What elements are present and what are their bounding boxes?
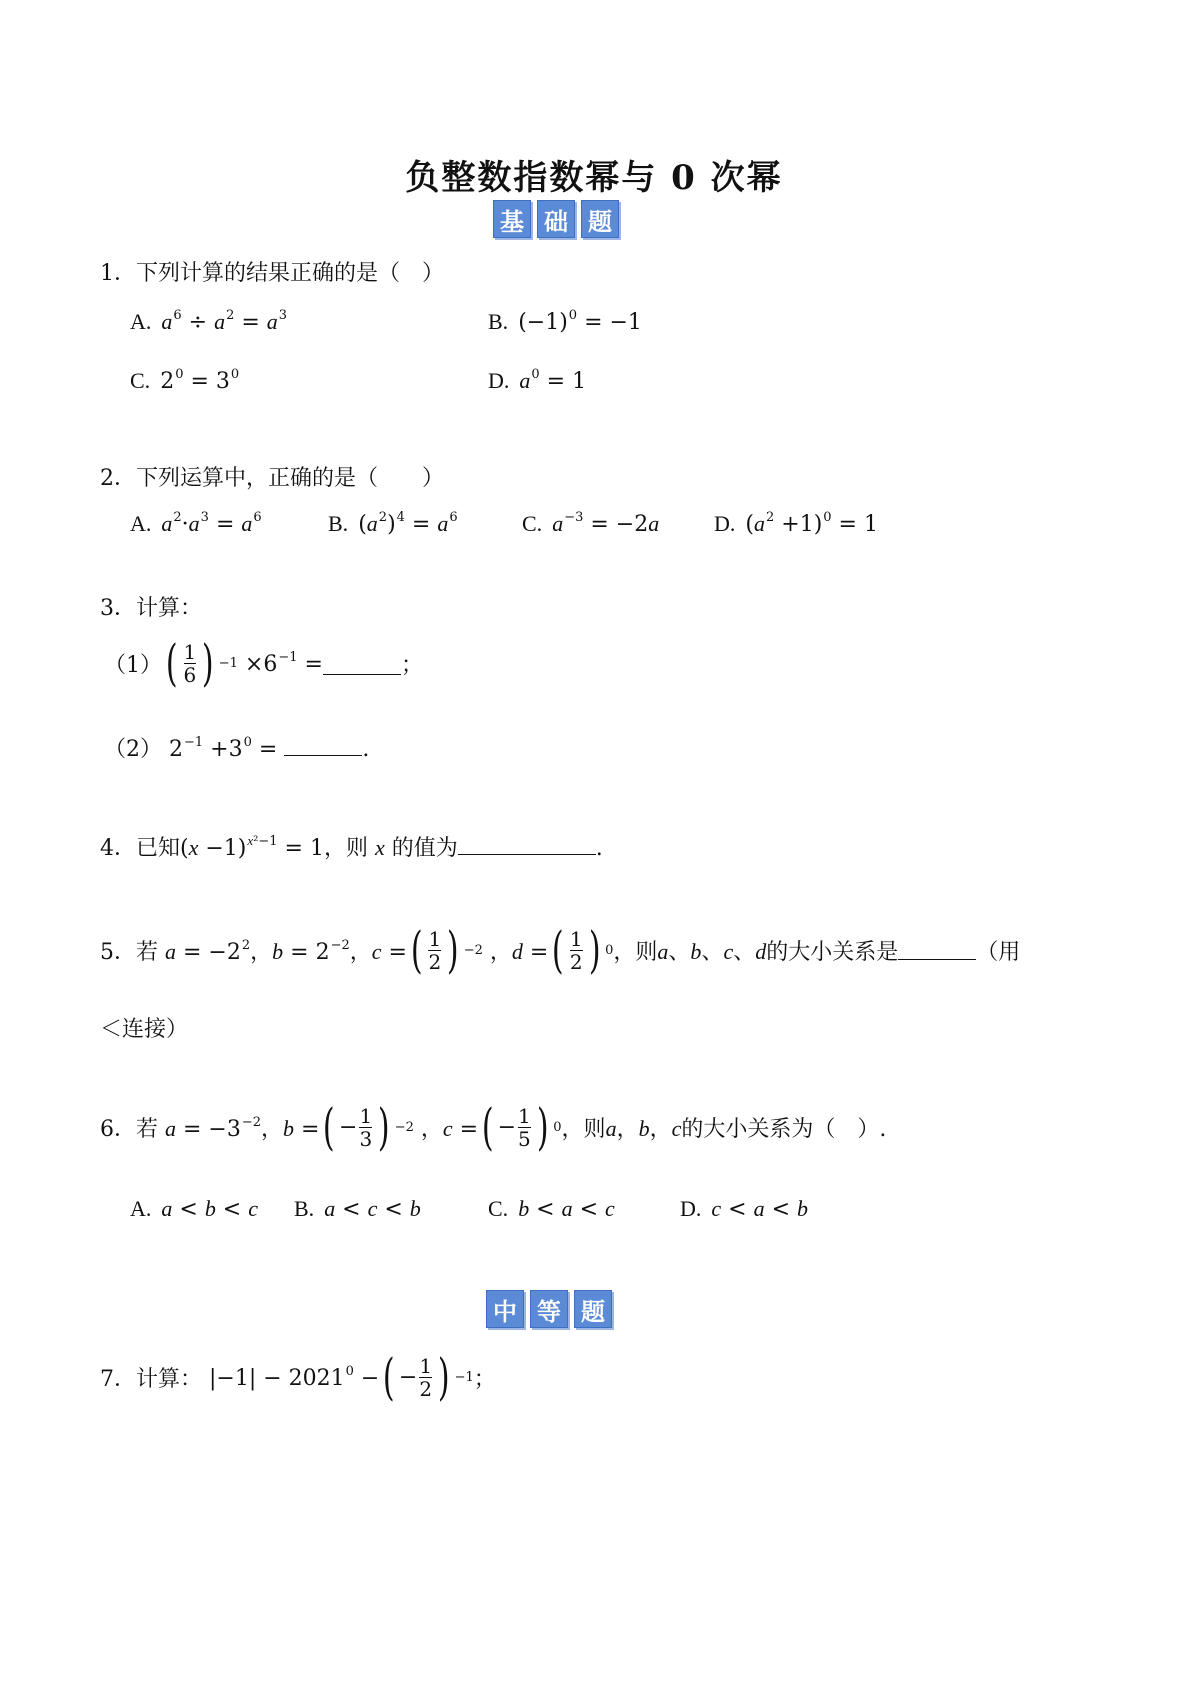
section-char: 等 — [530, 1290, 568, 1328]
q6-option-d: D. c < a < b — [680, 1196, 808, 1222]
q2-option-d: D. $(a^2 +1)^0 = 1$ — [714, 510, 878, 537]
q2-option-c: C. $a^{-3} = -2a$ — [522, 510, 660, 537]
q1-option-d: D. $a^0 = 1$ — [488, 367, 587, 394]
q7-stem: 7．计算： $|-1| - 2021^0$ − ( − $\frac{1}{2}$ ) −1 ； — [100, 1348, 496, 1406]
section-char: 题 — [581, 200, 619, 238]
q2-stem: 2．下列运算中，正确的是（ ） — [100, 466, 444, 491]
section-basic-header — [493, 200, 619, 238]
q1-stem: 1．下列计算的结果正确的是（ ） — [100, 261, 444, 286]
section-char: 础 — [537, 200, 575, 238]
q6-option-b: B. a < c < b — [294, 1196, 421, 1222]
section-char: 基 — [493, 200, 531, 238]
q5-line2: ＜连接） — [100, 1017, 189, 1042]
q1-option-c: C. $2^0 = 3^0$ — [130, 367, 240, 394]
section-char: 题 — [574, 1290, 612, 1328]
page-title: 负整数指数幂与 0 次幂 — [405, 158, 783, 198]
q4-stem: 4．已知$(x -1)^{x^2-1} = 1$，则 x 的值为 . — [100, 833, 603, 861]
q3-part2: （2） $2^{-1} +3^0$ = . — [104, 735, 370, 762]
q3-part1: （1） ( $\frac{1}{6}$ ) −1 $\times 6^{-1}$ = ； — [104, 634, 423, 692]
q1-option-b: B. $(-1)^0 = -1$ — [488, 308, 642, 335]
q6-stem: 6．若 $a = -3^{-2}$，b = ( − $\frac{1}{3}$ ) −2 ，c = ( − $\frac{1}{5}$ ) 0 ，则 a，b，c 的大小关系为（ ）. — [100, 1098, 887, 1156]
section-char: 中 — [486, 1290, 524, 1328]
q2-option-a: A. $a^2\cdot a^3 = a^6$ — [130, 510, 262, 537]
q5-stem: 5．若 $a = -2^2$，$b = 2^{-2}$，c = ( $\frac{1}{2}$ ) −2 ，d = ( $\frac{1}{2}$ ) 0 ，则 a、b、c、d 的大小关系是 （用 — [100, 921, 1021, 979]
q6-option-c: C. b < a < c — [488, 1196, 615, 1222]
q6-option-a: A. a < b < c — [130, 1196, 258, 1222]
q2-option-b: B. $(a^2)^4 = a^6$ — [328, 510, 458, 537]
q3-stem: 3．计算： — [100, 596, 202, 621]
section-medium-header — [486, 1290, 612, 1328]
q1-option-a: A. $a^6 \div a^2 = a^3$ — [130, 308, 288, 335]
